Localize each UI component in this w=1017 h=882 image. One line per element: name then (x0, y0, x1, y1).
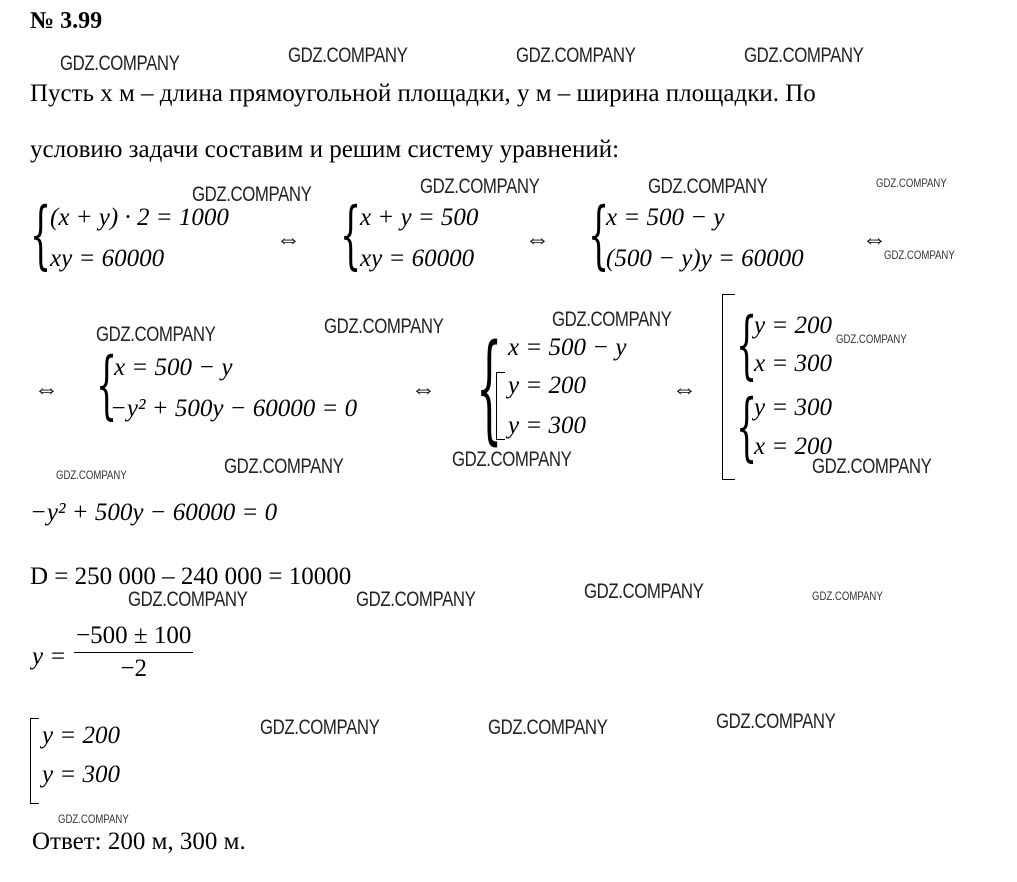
left-brace: { (340, 192, 362, 278)
watermark: GDZ.COMPANY (260, 716, 380, 739)
fraction-denominator: −2 (120, 655, 147, 682)
system-6-a1: y = 200 (754, 312, 832, 339)
discriminant: D = 250 000 – 240 000 = 10000 (30, 563, 352, 590)
system-6-b1: y = 300 (754, 394, 832, 421)
watermark: GDZ.COMPANY (356, 588, 476, 611)
system-5-opt2: y = 300 (508, 412, 586, 439)
intro-line-1: Пусть х м – длина прямоугольной площадки, у м – ширина площадки. По (30, 80, 816, 107)
watermark: GDZ.COMPANY (420, 175, 540, 198)
system-3-eq2: (500 − y)y = 60000 (606, 245, 804, 272)
watermark: GDZ.COMPANY (324, 315, 444, 338)
system-1-eq2: xy = 60000 (50, 245, 165, 272)
equiv-symbol: ⇔ (411, 376, 436, 403)
watermark: GDZ.COMPANY (192, 183, 312, 206)
answer: Ответ: 200 м, 300 м. (32, 828, 246, 855)
left-brace: { (736, 302, 758, 388)
watermark: GDZ.COMPANY (288, 44, 408, 67)
system-5-eq1: x = 500 − y (508, 334, 627, 361)
watermark: GDZ.COMPANY (552, 308, 672, 331)
left-bracket (30, 718, 39, 804)
left-brace: { (588, 192, 610, 278)
system-3-eq1: x = 500 − y (606, 204, 725, 231)
watermark: GDZ.COMPANY (224, 455, 344, 478)
watermark-small: GDZ.COMPANY (884, 248, 955, 262)
watermark: GDZ.COMPANY (744, 44, 864, 67)
left-bracket (722, 294, 735, 480)
equiv-symbol: ⇔ (525, 226, 550, 253)
watermark: GDZ.COMPANY (516, 44, 636, 67)
system-2-eq2: xy = 60000 (360, 245, 475, 272)
quadratic-equation: −y² + 500y − 60000 = 0 (30, 499, 278, 526)
watermark: GDZ.COMPANY (812, 455, 932, 478)
watermark: GDZ.COMPANY (488, 716, 608, 739)
system-2-eq1: x + y = 500 (360, 204, 479, 231)
root-2: y = 300 (42, 761, 120, 788)
watermark-small: GDZ.COMPANY (812, 589, 883, 603)
fraction-numerator: −500 ± 100 (74, 622, 193, 653)
left-brace: { (96, 342, 118, 428)
equiv-symbol: ⇔ (862, 226, 887, 253)
watermark: GDZ.COMPANY (60, 52, 180, 75)
watermark: GDZ.COMPANY (96, 323, 216, 346)
root-1: y = 200 (42, 722, 120, 749)
problem-number: № 3.99 (30, 8, 103, 34)
system-1-eq1: (x + y) · 2 = 1000 (50, 204, 229, 231)
watermark: GDZ.COMPANY (128, 588, 248, 611)
equiv-symbol: ⇔ (276, 226, 301, 253)
watermark: GDZ.COMPANY (716, 710, 836, 733)
watermark: GDZ.COMPANY (584, 580, 704, 603)
system-6-a2: x = 300 (754, 350, 832, 377)
intro-line-2: условию задачи составим и решим систему уравнений: (30, 136, 620, 163)
watermark-small: GDZ.COMPANY (876, 176, 947, 190)
watermark: GDZ.COMPANY (648, 175, 768, 198)
watermark-small: GDZ.COMPANY (836, 332, 907, 346)
equiv-symbol: ⇔ (672, 376, 697, 403)
left-brace: { (30, 192, 52, 278)
system-4-eq2: −y² + 500y − 60000 = 0 (110, 395, 358, 422)
watermark: GDZ.COMPANY (452, 448, 572, 471)
root-formula-lhs: y = (32, 643, 67, 670)
left-brace: { (476, 318, 503, 456)
equiv-symbol: ⇔ (34, 376, 59, 403)
root-formula-fraction (74, 622, 193, 683)
watermark-small: GDZ.COMPANY (56, 468, 127, 482)
system-4-eq1: x = 500 − y (114, 354, 233, 381)
system-6-b2: x = 200 (754, 433, 832, 460)
left-bracket (496, 372, 505, 440)
system-5-opt1: y = 200 (508, 372, 586, 399)
watermark-small: GDZ.COMPANY (58, 812, 129, 826)
left-brace: { (736, 384, 758, 470)
